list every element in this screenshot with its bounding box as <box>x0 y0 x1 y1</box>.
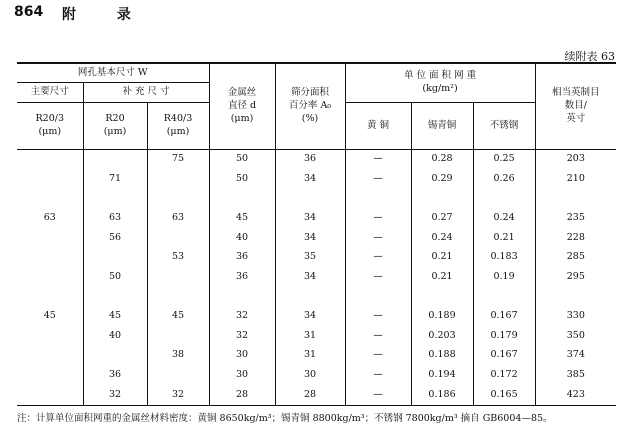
table-row <box>17 209 616 229</box>
cell-r20 <box>83 248 147 268</box>
nominal-size-header: 网孔基本尺寸 W <box>17 63 209 83</box>
cell-a0: 34 <box>275 170 345 190</box>
cell-mesh: 210 <box>566 172 585 184</box>
table-row <box>17 385 616 405</box>
table-row <box>17 150 616 170</box>
table-body <box>17 150 616 406</box>
table-row <box>17 189 616 209</box>
cell-r40-3: 63 <box>147 209 209 229</box>
cell-a0: 31 <box>275 346 345 366</box>
brass-header: 黄 铜 <box>345 103 411 150</box>
cell-stainless: 0.167 <box>473 346 535 366</box>
cell-brass: — <box>345 248 411 268</box>
cell-r20: 63 <box>83 209 147 229</box>
table-row <box>17 307 616 327</box>
cell-stainless <box>473 287 535 307</box>
cell-d: 50 <box>209 170 275 190</box>
table-row <box>17 366 616 386</box>
cell-bronze: 0.188 <box>411 346 473 366</box>
cell-d <box>209 189 275 209</box>
cell-stainless <box>473 189 535 209</box>
cell-d: 30 <box>209 366 275 386</box>
cell-r20-3 <box>17 385 83 405</box>
cell-mesh: 374 <box>566 349 585 361</box>
cell-mesh: 295 <box>566 270 585 282</box>
cell-r20-3 <box>17 189 83 209</box>
cell-brass: — <box>345 209 411 229</box>
continued-table-label: 续附表 63 <box>564 50 615 63</box>
cell-r40-3 <box>147 326 209 346</box>
cell-brass: — <box>345 268 411 288</box>
cell-d: 45 <box>209 209 275 229</box>
cell-r40-3 <box>147 228 209 248</box>
table-row <box>17 248 616 268</box>
cell-bronze: 0.21 <box>411 268 473 288</box>
cell-r20-3 <box>17 268 83 288</box>
cell-d: 36 <box>209 248 275 268</box>
cell-a0 <box>275 287 345 307</box>
cell-r20: 71 <box>83 170 147 190</box>
cell-r40-3 <box>147 366 209 386</box>
cell-r40-3 <box>147 268 209 288</box>
cell-mesh: 203 <box>566 153 585 165</box>
table-row <box>17 326 616 346</box>
cell-r40-3: 32 <box>147 385 209 405</box>
mesh-equivalent-label-3: 英寸 <box>566 112 586 124</box>
cell-d: 50 <box>209 150 275 170</box>
cell-r40-3 <box>147 287 209 307</box>
cell-stainless: 0.24 <box>473 209 535 229</box>
weight-header <box>345 63 535 103</box>
cell-r40-3: 75 <box>147 150 209 170</box>
r40-3-unit: (μm) <box>166 126 190 137</box>
cell-brass: — <box>345 170 411 190</box>
cell-stainless: 0.21 <box>473 228 535 248</box>
page-number: 864 <box>14 4 44 20</box>
cell-brass: — <box>345 150 411 170</box>
cell-r20-3 <box>17 150 83 170</box>
table-row <box>17 170 616 190</box>
cell-mesh: 423 <box>566 388 585 400</box>
cell-a0: 34 <box>275 268 345 288</box>
cell-r20: 36 <box>83 366 147 386</box>
wire-diameter-header <box>209 63 275 150</box>
r40-3-label: R40/3 <box>163 113 193 125</box>
cell-r20-3 <box>17 248 83 268</box>
weight-label: 单 位 面 积 网 重 <box>403 70 477 82</box>
cell-brass: — <box>345 228 411 248</box>
section-title: 附 录 <box>62 7 149 23</box>
cell-mesh: 235 <box>566 212 585 224</box>
cell-a0: 31 <box>275 326 345 346</box>
cell-mesh: 385 <box>566 368 585 380</box>
r20-3-unit: (μm) <box>38 126 62 137</box>
cell-d <box>209 287 275 307</box>
cell-r20-3 <box>17 170 83 190</box>
cell-stainless: 0.167 <box>473 307 535 327</box>
cell-d: 32 <box>209 307 275 327</box>
cell-bronze: 0.24 <box>411 228 473 248</box>
cell-brass: — <box>345 326 411 346</box>
cell-r20 <box>83 346 147 366</box>
cell-r40-3: 53 <box>147 248 209 268</box>
page-header <box>14 4 314 28</box>
cell-stainless: 0.172 <box>473 366 535 386</box>
cell-mesh: 330 <box>566 310 585 322</box>
cell-mesh: 228 <box>566 231 585 243</box>
cell-bronze: 0.189 <box>411 307 473 327</box>
table-row <box>17 268 616 288</box>
cell-bronze: 0.21 <box>411 248 473 268</box>
r40-3-header <box>147 103 209 150</box>
cell-bronze: 0.28 <box>411 150 473 170</box>
open-area-label-2: 百分率 A₀ <box>288 100 332 112</box>
cell-brass <box>345 287 411 307</box>
cell-r20-3 <box>17 346 83 366</box>
cell-d: 32 <box>209 326 275 346</box>
cell-stainless: 0.165 <box>473 385 535 405</box>
footnote: 注：计算单位面积网重的金属丝材料密度：黄铜 8650kg/m³；锡青铜 8800kg/m³；不锈钢 7800kg/m³ 摘自 GB6004—85。 <box>17 413 553 424</box>
cell-r40-3 <box>147 189 209 209</box>
open-area-label: 筛分面积 <box>291 87 330 99</box>
cell-mesh <box>535 287 616 307</box>
main-size-header: 主要尺寸 <box>17 83 83 103</box>
cell-stainless: 0.19 <box>473 268 535 288</box>
stainless-header: 不锈钢 <box>473 103 535 150</box>
cell-r20-3 <box>17 366 83 386</box>
wire-diameter-label-2: 直径 d <box>227 100 257 112</box>
wire-diameter-unit: (μm) <box>230 112 254 124</box>
supplementary-size-header: 补 充 尺 寸 <box>83 83 209 103</box>
r20-label: R20 <box>105 113 125 125</box>
cell-brass: — <box>345 366 411 386</box>
cell-d: 36 <box>209 268 275 288</box>
cell-a0: 34 <box>275 307 345 327</box>
table-row <box>17 287 616 307</box>
cell-stainless: 0.26 <box>473 170 535 190</box>
cell-mesh: 350 <box>566 329 585 341</box>
cell-r20: 56 <box>83 228 147 248</box>
tin-bronze-header: 锡青铜 <box>411 103 473 150</box>
cell-bronze: 0.203 <box>411 326 473 346</box>
cell-r40-3: 45 <box>147 307 209 327</box>
cell-stainless: 0.179 <box>473 326 535 346</box>
cell-r20-3: 45 <box>17 307 83 327</box>
cell-brass: — <box>345 307 411 327</box>
r20-header <box>83 103 147 150</box>
cell-a0: 34 <box>275 209 345 229</box>
cell-r20: 45 <box>83 307 147 327</box>
cell-r20-3: 63 <box>17 209 83 229</box>
cell-bronze <box>411 189 473 209</box>
mesh-equivalent-label: 相当英制目 <box>552 87 600 99</box>
cell-stainless: 0.183 <box>473 248 535 268</box>
r20-3-header <box>17 103 83 150</box>
cell-bronze: 0.194 <box>411 366 473 386</box>
cell-r20 <box>83 287 147 307</box>
cell-brass: — <box>345 346 411 366</box>
table-row <box>17 228 616 248</box>
cell-r20-3 <box>17 287 83 307</box>
cell-d: 30 <box>209 346 275 366</box>
cell-d: 28 <box>209 385 275 405</box>
cell-a0: 28 <box>275 385 345 405</box>
cell-r40-3 <box>147 170 209 190</box>
cell-brass <box>345 189 411 209</box>
wire-diameter-label: 金属丝 <box>227 87 257 99</box>
cell-a0: 34 <box>275 228 345 248</box>
mesh-equivalent-label-2: 数目/ <box>564 100 587 112</box>
r20-unit: (μm) <box>103 126 127 137</box>
cell-stainless: 0.25 <box>473 150 535 170</box>
table-row <box>17 346 616 366</box>
cell-r20 <box>83 150 147 170</box>
cell-bronze <box>411 287 473 307</box>
cell-r20: 50 <box>83 268 147 288</box>
cell-r20: 40 <box>83 326 147 346</box>
cell-r40-3: 38 <box>147 346 209 366</box>
cell-mesh: 285 <box>566 251 585 263</box>
cell-mesh <box>535 189 616 209</box>
cell-a0: 36 <box>275 150 345 170</box>
mesh-size-table <box>17 62 616 406</box>
cell-r20 <box>83 189 147 209</box>
weight-unit: (kg/m²) <box>422 83 458 94</box>
cell-bronze: 0.29 <box>411 170 473 190</box>
cell-d: 40 <box>209 228 275 248</box>
cell-a0: 30 <box>275 366 345 386</box>
open-area-unit: (%) <box>301 112 319 124</box>
r20-3-label: R20/3 <box>35 113 64 125</box>
cell-a0: 35 <box>275 248 345 268</box>
cell-bronze: 0.186 <box>411 385 473 405</box>
cell-r20-3 <box>17 228 83 248</box>
open-area-header <box>275 63 345 150</box>
cell-bronze: 0.27 <box>411 209 473 229</box>
cell-r20-3 <box>17 326 83 346</box>
cell-brass: — <box>345 385 411 405</box>
cell-r20: 32 <box>83 385 147 405</box>
mesh-equivalent-header <box>535 63 616 150</box>
cell-a0 <box>275 189 345 209</box>
